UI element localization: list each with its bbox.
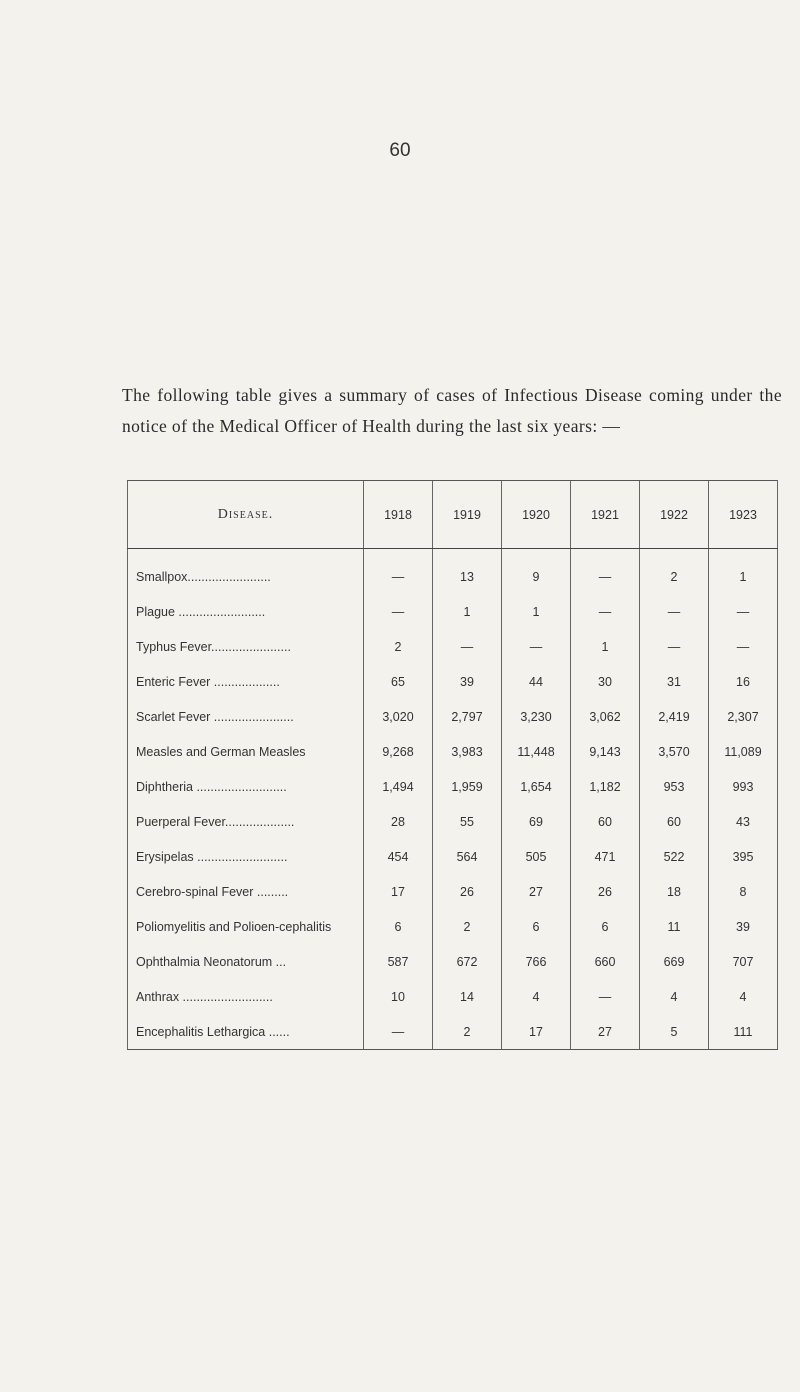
case-count-cell: 3,020 — [364, 699, 433, 734]
disease-name-cell: Measles and German Measles — [128, 734, 364, 769]
case-count-cell: 39 — [709, 909, 778, 944]
infectious-disease-table — [127, 480, 778, 1050]
case-count-cell: 11 — [640, 909, 709, 944]
header-year: 1922 — [640, 481, 709, 549]
case-count-cell: — — [364, 594, 433, 629]
table-row — [128, 979, 778, 1014]
case-count-cell: 587 — [364, 944, 433, 979]
case-count-cell: 26 — [571, 874, 640, 909]
case-count-cell: 505 — [502, 839, 571, 874]
case-count-cell: 9 — [502, 549, 571, 595]
case-count-cell: 6 — [571, 909, 640, 944]
case-count-cell: 30 — [571, 664, 640, 699]
case-count-cell: 69 — [502, 804, 571, 839]
case-count-cell: 766 — [502, 944, 571, 979]
summary-table — [127, 480, 778, 1050]
page-number: 60 — [389, 140, 411, 161]
case-count-cell: — — [709, 594, 778, 629]
case-count-cell: 2 — [364, 629, 433, 664]
case-count-cell: 5 — [640, 1014, 709, 1050]
table-row — [128, 699, 778, 734]
table-row — [128, 664, 778, 699]
case-count-cell: 6 — [364, 909, 433, 944]
case-count-cell: — — [433, 629, 502, 664]
case-count-cell: 2 — [640, 549, 709, 595]
case-count-cell: 27 — [571, 1014, 640, 1050]
table-row — [128, 629, 778, 664]
table-row — [128, 839, 778, 874]
disease-name-cell: Ophthalmia Neonatorum ... — [128, 944, 364, 979]
case-count-cell: 9,143 — [571, 734, 640, 769]
disease-name-cell: Poliomyelitis and Polioen-cephalitis — [128, 909, 364, 944]
case-count-cell: 660 — [571, 944, 640, 979]
table-row — [128, 594, 778, 629]
case-count-cell: — — [364, 549, 433, 595]
disease-name-cell: Diphtheria .......................... — [128, 769, 364, 804]
case-count-cell: — — [502, 629, 571, 664]
case-count-cell: 27 — [502, 874, 571, 909]
case-count-cell: 3,062 — [571, 699, 640, 734]
case-count-cell: — — [640, 594, 709, 629]
table-row — [128, 804, 778, 839]
case-count-cell: 1 — [709, 549, 778, 595]
case-count-cell: 16 — [709, 664, 778, 699]
header-year: 1919 — [433, 481, 502, 549]
disease-name-cell: Typhus Fever....................... — [128, 629, 364, 664]
case-count-cell: 1,654 — [502, 769, 571, 804]
disease-name-cell: Cerebro-spinal Fever ......... — [128, 874, 364, 909]
case-count-cell: 17 — [502, 1014, 571, 1050]
case-count-cell: — — [571, 979, 640, 1014]
case-count-cell: — — [640, 629, 709, 664]
case-count-cell: 1 — [571, 629, 640, 664]
case-count-cell: 31 — [640, 664, 709, 699]
case-count-cell: 1,959 — [433, 769, 502, 804]
case-count-cell: 39 — [433, 664, 502, 699]
case-count-cell: 9,268 — [364, 734, 433, 769]
disease-name-cell: Plague ......................... — [128, 594, 364, 629]
disease-name-cell: Scarlet Fever ....................... — [128, 699, 364, 734]
case-count-cell: 18 — [640, 874, 709, 909]
case-count-cell: 14 — [433, 979, 502, 1014]
case-count-cell: 2,797 — [433, 699, 502, 734]
case-count-cell: 2 — [433, 1014, 502, 1050]
case-count-cell: 522 — [640, 839, 709, 874]
case-count-cell: 65 — [364, 664, 433, 699]
table-row — [128, 1014, 778, 1050]
case-count-cell: 1,182 — [571, 769, 640, 804]
case-count-cell: — — [571, 549, 640, 595]
case-count-cell: 13 — [433, 549, 502, 595]
table-body — [128, 549, 778, 1050]
case-count-cell: 3,230 — [502, 699, 571, 734]
case-count-cell: 953 — [640, 769, 709, 804]
disease-name-cell: Erysipelas .......................... — [128, 839, 364, 874]
case-count-cell: 11,089 — [709, 734, 778, 769]
disease-name-cell: Anthrax .......................... — [128, 979, 364, 1014]
case-count-cell: 993 — [709, 769, 778, 804]
case-count-cell: 8 — [709, 874, 778, 909]
disease-name-cell: Encephalitis Lethargica ...... — [128, 1014, 364, 1050]
case-count-cell: 707 — [709, 944, 778, 979]
case-count-cell: 3,983 — [433, 734, 502, 769]
case-count-cell: 1,494 — [364, 769, 433, 804]
table-header-row — [128, 481, 778, 549]
case-count-cell: 395 — [709, 839, 778, 874]
disease-name-cell: Puerperal Fever.................... — [128, 804, 364, 839]
case-count-cell: 17 — [364, 874, 433, 909]
disease-name-cell: Enteric Fever ................... — [128, 664, 364, 699]
case-count-cell: — — [709, 629, 778, 664]
case-count-cell: 2 — [433, 909, 502, 944]
case-count-cell: 672 — [433, 944, 502, 979]
case-count-cell: 1 — [433, 594, 502, 629]
header-year: 1920 — [502, 481, 571, 549]
case-count-cell: 2,307 — [709, 699, 778, 734]
case-count-cell: 11,448 — [502, 734, 571, 769]
case-count-cell: 28 — [364, 804, 433, 839]
case-count-cell: 4 — [502, 979, 571, 1014]
case-count-cell: 6 — [502, 909, 571, 944]
case-count-cell: 26 — [433, 874, 502, 909]
case-count-cell: 55 — [433, 804, 502, 839]
header-year: 1918 — [364, 481, 433, 549]
case-count-cell: 669 — [640, 944, 709, 979]
case-count-cell: 564 — [433, 839, 502, 874]
case-count-cell: — — [571, 594, 640, 629]
case-count-cell: 111 — [709, 1014, 778, 1050]
case-count-cell: 60 — [640, 804, 709, 839]
case-count-cell: 60 — [571, 804, 640, 839]
header-disease: Disease. — [128, 481, 364, 549]
table-row — [128, 549, 778, 595]
table-row — [128, 769, 778, 804]
header-year: 1921 — [571, 481, 640, 549]
case-count-cell: 3,570 — [640, 734, 709, 769]
intro-paragraph: The following table gives a summary of cases of Infectious Disease coming under the notice of the Medical Officer of Health during the last six years: — — [122, 384, 782, 436]
case-count-cell: 10 — [364, 979, 433, 1014]
case-count-cell: 454 — [364, 839, 433, 874]
case-count-cell: 43 — [709, 804, 778, 839]
case-count-cell: — — [364, 1014, 433, 1050]
header-year: 1923 — [709, 481, 778, 549]
case-count-cell: 471 — [571, 839, 640, 874]
case-count-cell: 4 — [709, 979, 778, 1014]
table-row — [128, 874, 778, 909]
table-row — [128, 944, 778, 979]
case-count-cell: 4 — [640, 979, 709, 1014]
table-row — [128, 734, 778, 769]
case-count-cell: 2,419 — [640, 699, 709, 734]
case-count-cell: 44 — [502, 664, 571, 699]
case-count-cell: 1 — [502, 594, 571, 629]
table-row — [128, 909, 778, 944]
disease-name-cell: Smallpox........................ — [128, 549, 364, 595]
